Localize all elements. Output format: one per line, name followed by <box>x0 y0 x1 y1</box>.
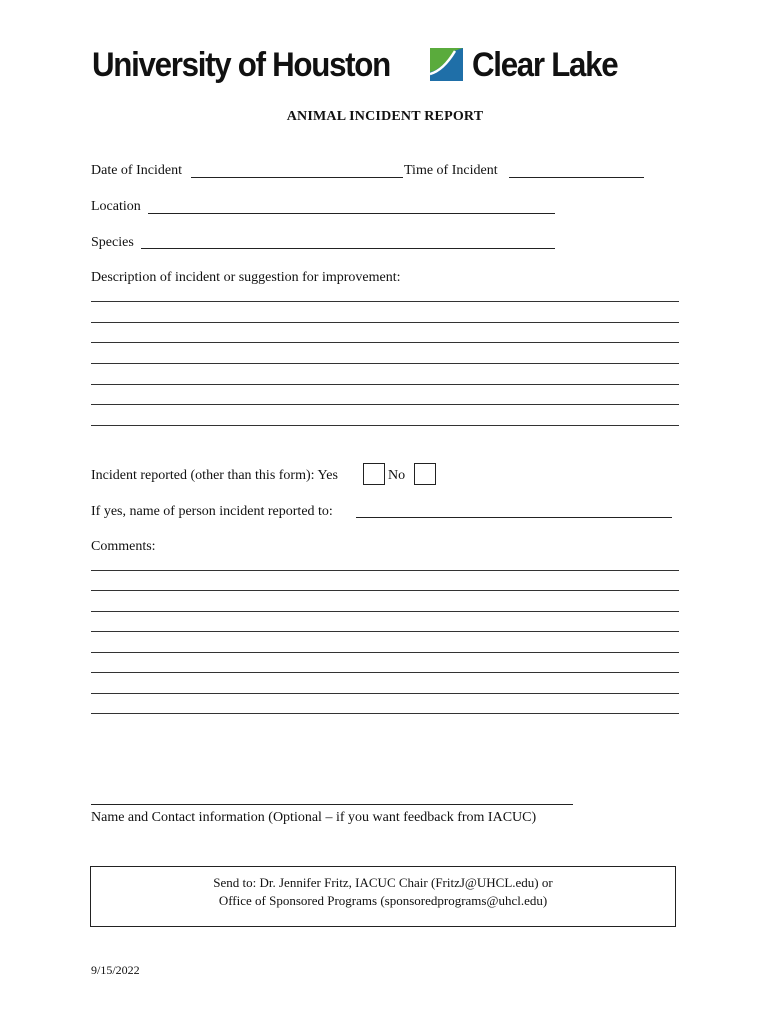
incident-reported-label: Incident reported (other than this form): Yes <box>91 468 338 483</box>
description-line[interactable] <box>91 384 679 385</box>
send-to-line-1: Send to: Dr. Jennifer Fritz, IACUC Chair (FritzJ@UHCL.edu) or <box>213 875 553 890</box>
person-reported-to-label: If yes, name of person incident reported to: <box>91 504 333 519</box>
comments-label: Comments: <box>91 539 156 554</box>
description-line[interactable] <box>91 322 679 323</box>
comments-line[interactable] <box>91 672 679 673</box>
send-to-box <box>90 866 676 927</box>
date-of-incident-field[interactable] <box>191 177 403 178</box>
location-label: Location <box>91 199 141 214</box>
contact-info-field[interactable] <box>91 804 573 805</box>
no-checkbox[interactable] <box>414 463 436 485</box>
description-line[interactable] <box>91 342 679 343</box>
logo-clear-lake: Clear Lake <box>472 46 618 84</box>
contact-info-label: Name and Contact information (Optional – if you want feedback from IACUC) <box>91 810 537 825</box>
description-label: Description of incident or suggestion for improvement: <box>91 270 401 285</box>
description-line[interactable] <box>91 301 679 302</box>
form-title: ANIMAL INCIDENT REPORT <box>286 109 484 124</box>
no-label: No <box>388 468 406 483</box>
revision-date: 9/15/2022 <box>91 963 140 977</box>
person-reported-to-field[interactable] <box>356 517 672 518</box>
uhcl-logo-icon <box>430 48 463 81</box>
comments-line[interactable] <box>91 631 679 632</box>
location-field[interactable] <box>148 213 555 214</box>
date-of-incident-label: Date of Incident <box>91 163 182 178</box>
comments-line[interactable] <box>91 652 679 653</box>
species-field[interactable] <box>141 248 555 249</box>
comments-line[interactable] <box>91 590 679 591</box>
comments-line[interactable] <box>91 611 679 612</box>
yes-checkbox[interactable] <box>363 463 385 485</box>
description-line[interactable] <box>91 425 679 426</box>
comments-line[interactable] <box>91 693 679 694</box>
species-label: Species <box>91 235 134 250</box>
time-of-incident-label: Time of Incident <box>404 163 498 178</box>
comments-line[interactable] <box>91 713 679 714</box>
send-to-line-2: Office of Sponsored Programs (sponsoredprograms@uhcl.edu) <box>218 893 548 908</box>
logo-university-of-houston: University of Houston <box>92 46 390 84</box>
time-of-incident-field[interactable] <box>509 177 644 178</box>
description-line[interactable] <box>91 404 679 405</box>
comments-line[interactable] <box>91 570 679 571</box>
description-line[interactable] <box>91 363 679 364</box>
